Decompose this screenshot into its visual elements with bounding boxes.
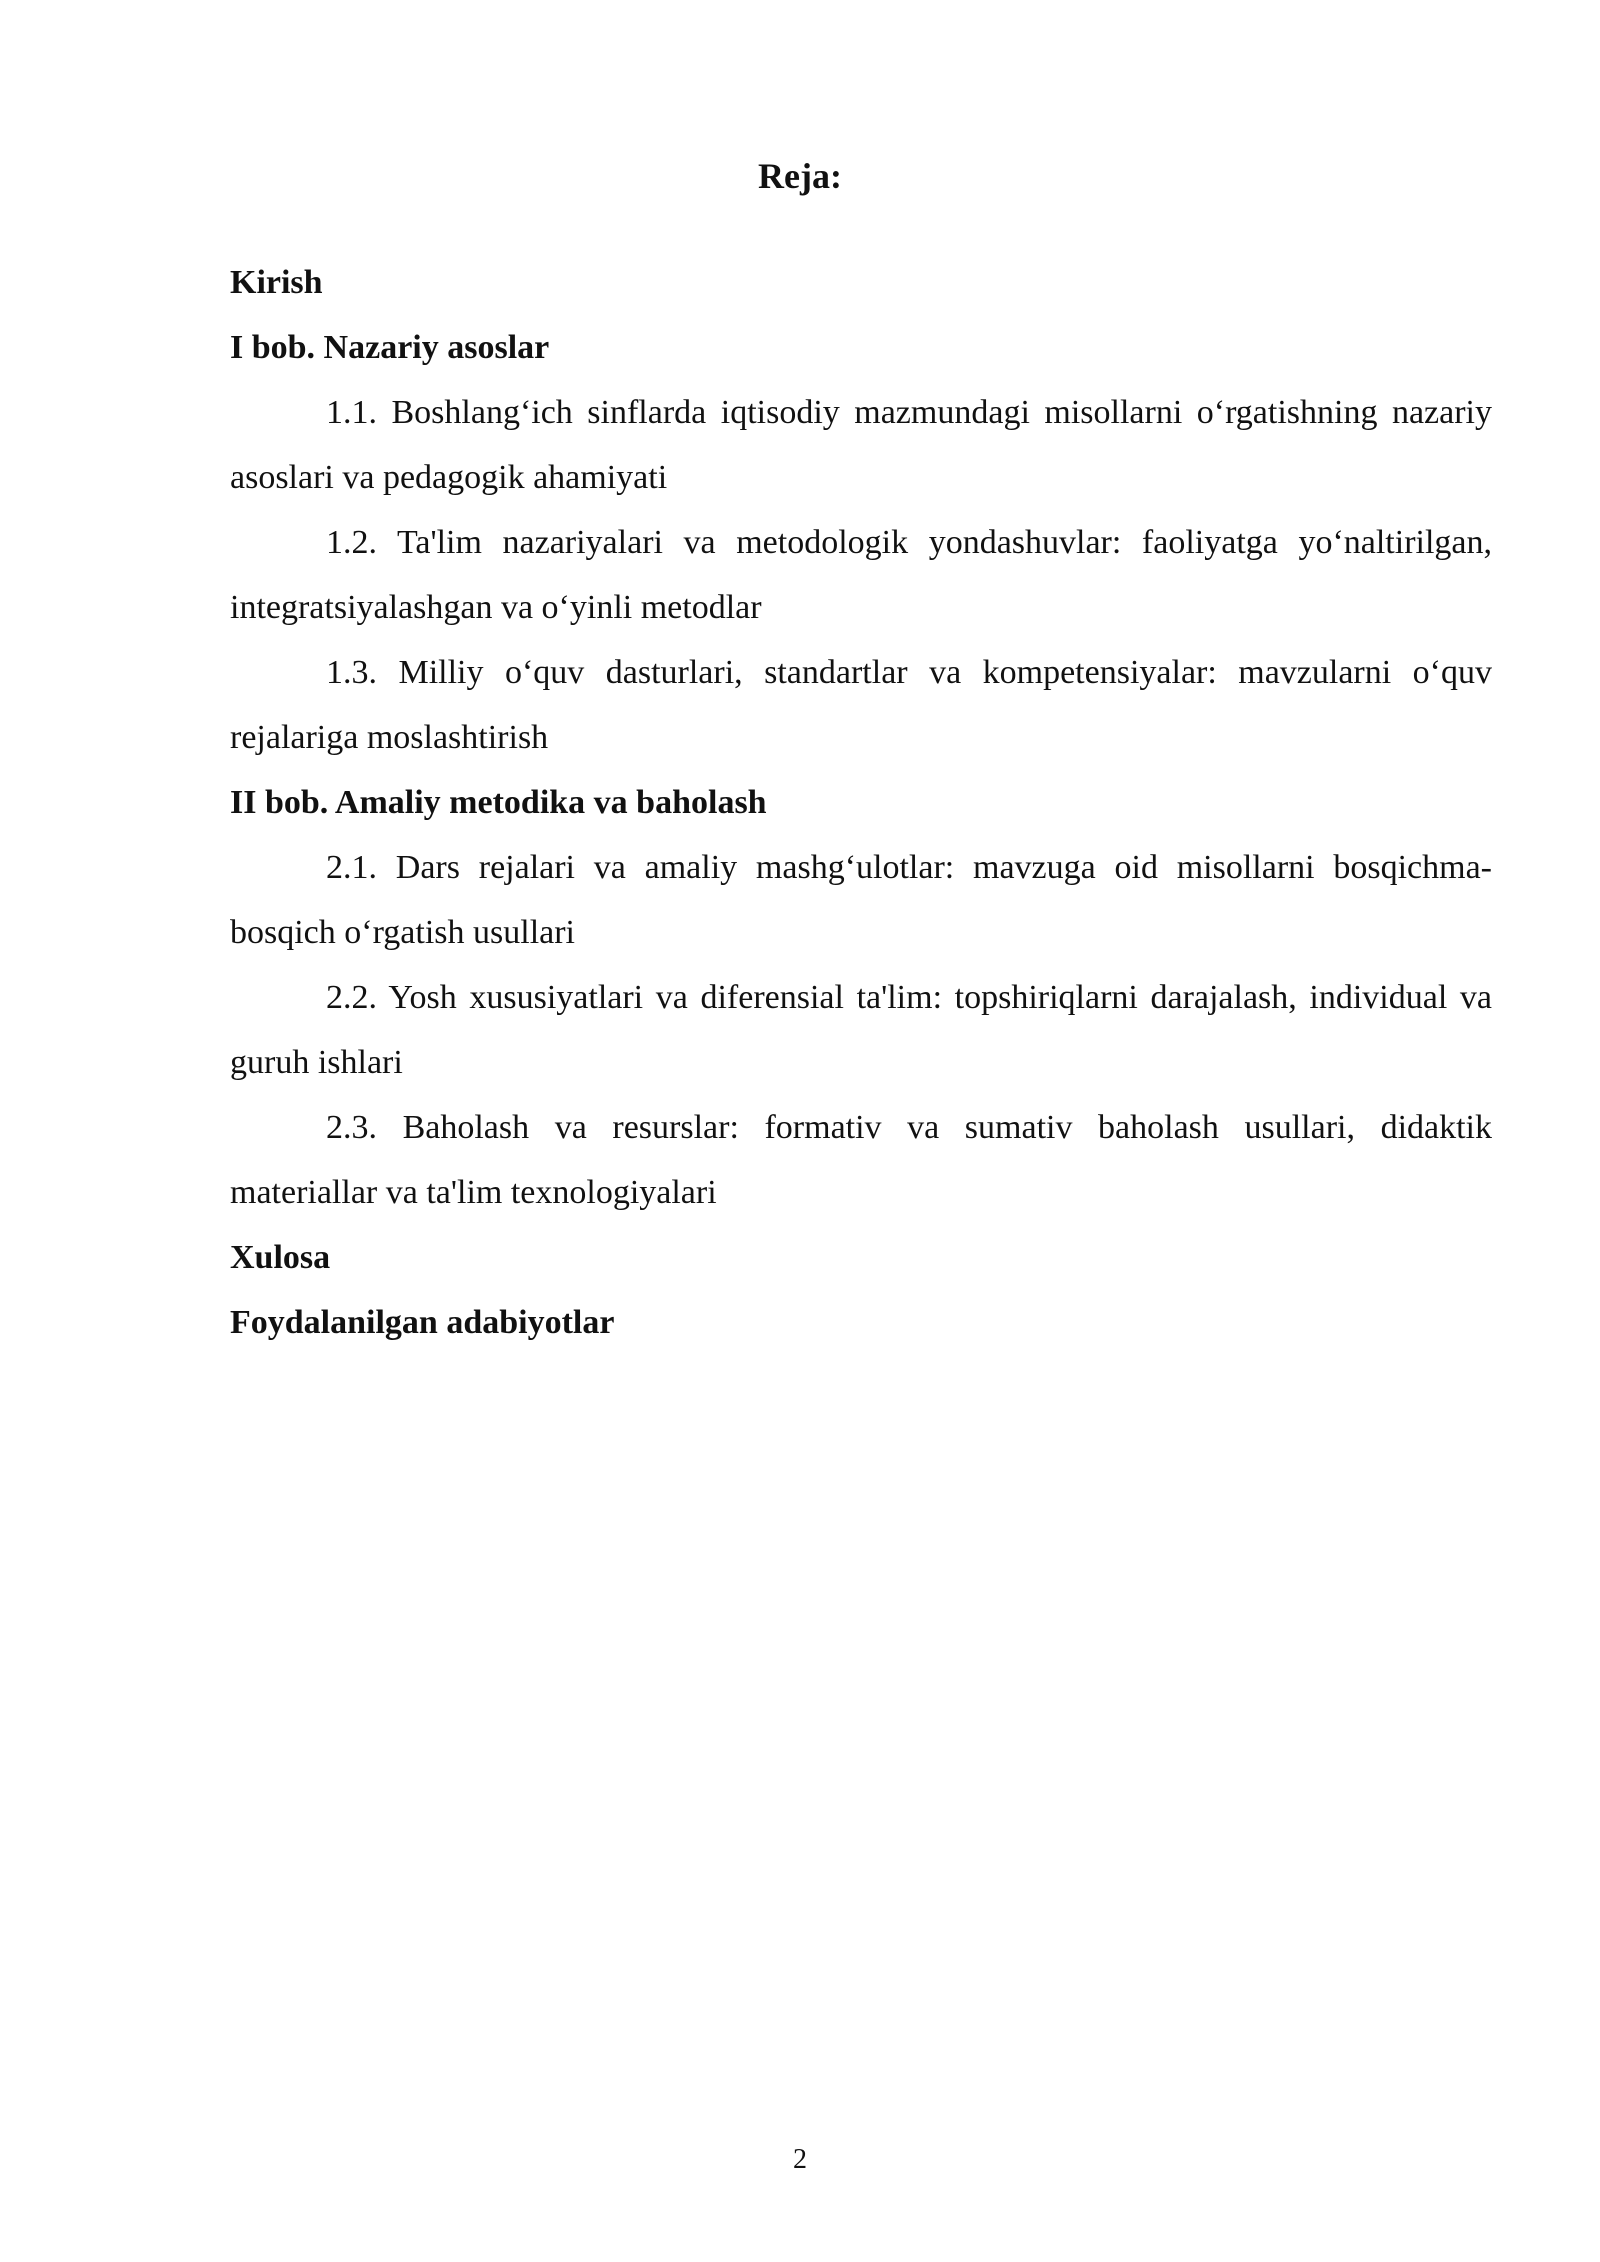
toc-section-1-1: 1.1. Boshlang‘ich sinflarda iqtisodiy mazmundagi misollarni o‘rgatishning nazariy asoslari va pedagogik ahamiyati xyxy=(230,394,1492,496)
page-title: Reja: xyxy=(758,156,842,196)
toc-section-2-1: 2.1. Dars rejalari va amaliy mashg‘ulotlar: mavzuga oid misollarni bosqichma-bosqich o‘rgatish usullari xyxy=(230,849,1492,951)
toc-chapter-2-heading: II bob. Amaliy metodika va baholash xyxy=(230,784,767,821)
toc-section-2-3: 2.3. Baholash va resurslar: formativ va sumativ baholash usullari, didaktik materiallar va ta'lim texnologiyalari xyxy=(230,1109,1492,1211)
toc-section-2-2: 2.2. Yosh xususiyatlari va diferensial ta'lim: topshiriqlarni darajalash, individual va guruh ishlari xyxy=(230,979,1492,1081)
toc-intro: Kirish xyxy=(230,264,323,301)
toc-chapter-1-heading: I bob. Nazariy asoslar xyxy=(230,329,550,366)
page-number: 2 xyxy=(793,2144,807,2175)
toc-references: Foydalanilgan adabiyotlar xyxy=(230,1304,615,1341)
toc-section-1-2: 1.2. Ta'lim nazariyalari va metodologik yondashuvlar: faoliyatga yo‘naltirilgan, integratsiyalashgan va o‘yinli metodlar xyxy=(230,524,1492,626)
table-of-contents xyxy=(230,250,1492,1355)
toc-conclusion: Xulosa xyxy=(230,1239,331,1276)
toc-section-1-3: 1.3. Milliy o‘quv dasturlari, standartlar va kompetensiyalar: mavzularni o‘quv rejalariga moslashtirish xyxy=(230,654,1492,756)
